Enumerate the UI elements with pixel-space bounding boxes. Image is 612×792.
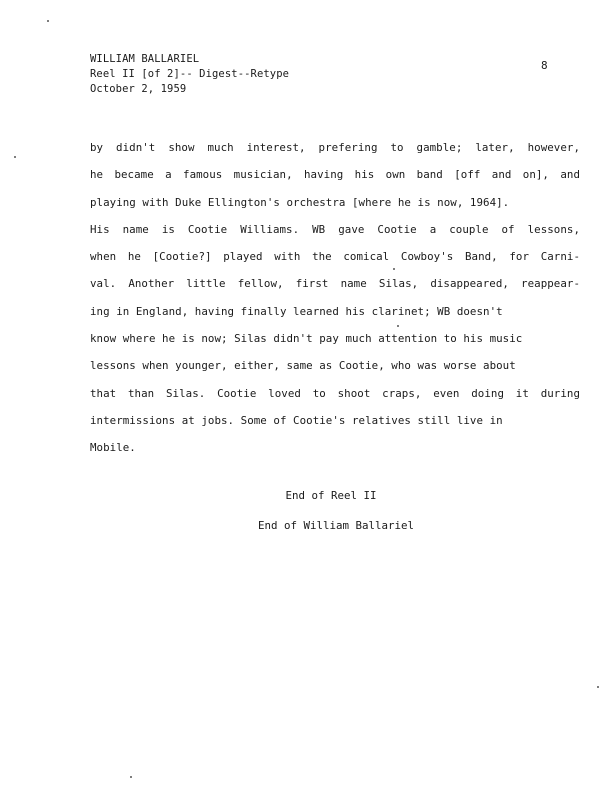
body-line: he became a famous musician, having his own band [off and on], and bbox=[90, 168, 580, 182]
scan-speck bbox=[597, 686, 599, 688]
reel-info: Reel II [of 2]-- Digest--Retype bbox=[90, 68, 290, 80]
end-of-reel-text: End of Reel II bbox=[285, 489, 377, 502]
document-header bbox=[90, 52, 289, 97]
interviewee-name: WILLIAM BALLARIEL bbox=[90, 53, 200, 65]
body-line: ing in England, having finally learned his clarinet; WB doesn't bbox=[90, 304, 503, 318]
body-line: Mobile. bbox=[90, 441, 136, 455]
body-line: know where he is now; Silas didn't pay much attention to his music bbox=[90, 332, 523, 346]
interview-date: October 2, 1959 bbox=[90, 83, 187, 95]
scan-speck bbox=[397, 325, 399, 327]
page-number: 8 bbox=[541, 59, 548, 72]
body-line: when he [Cootie?] played with the comical Cowboy's Band, for Carni- bbox=[90, 250, 580, 264]
body-line: that than Silas. Cootie loved to shoot craps, even doing it during bbox=[90, 386, 580, 400]
body-line: His name is Cootie Williams. WB gave Cootie a couple of lessons, bbox=[90, 222, 580, 236]
body-line: intermissions at jobs. Some of Cootie's relatives still live in bbox=[90, 413, 503, 427]
scan-speck bbox=[393, 268, 395, 270]
scan-speck bbox=[47, 20, 49, 22]
end-of-interview-text: End of William Ballariel bbox=[257, 519, 414, 532]
body-line: lessons when younger, either, same as Cootie, who was worse about bbox=[90, 359, 516, 373]
body-text bbox=[90, 134, 590, 462]
scan-speck bbox=[14, 156, 16, 158]
scan-speck bbox=[130, 776, 132, 778]
body-line: playing with Duke Ellington's orchestra [where he is now, 1964]. bbox=[90, 195, 510, 209]
body-line: by didn't show much interest, prefering to gamble; later, however, bbox=[90, 141, 580, 154]
body-line: val. Another little fellow, first name Silas, disappeared, reappear- bbox=[90, 277, 580, 291]
